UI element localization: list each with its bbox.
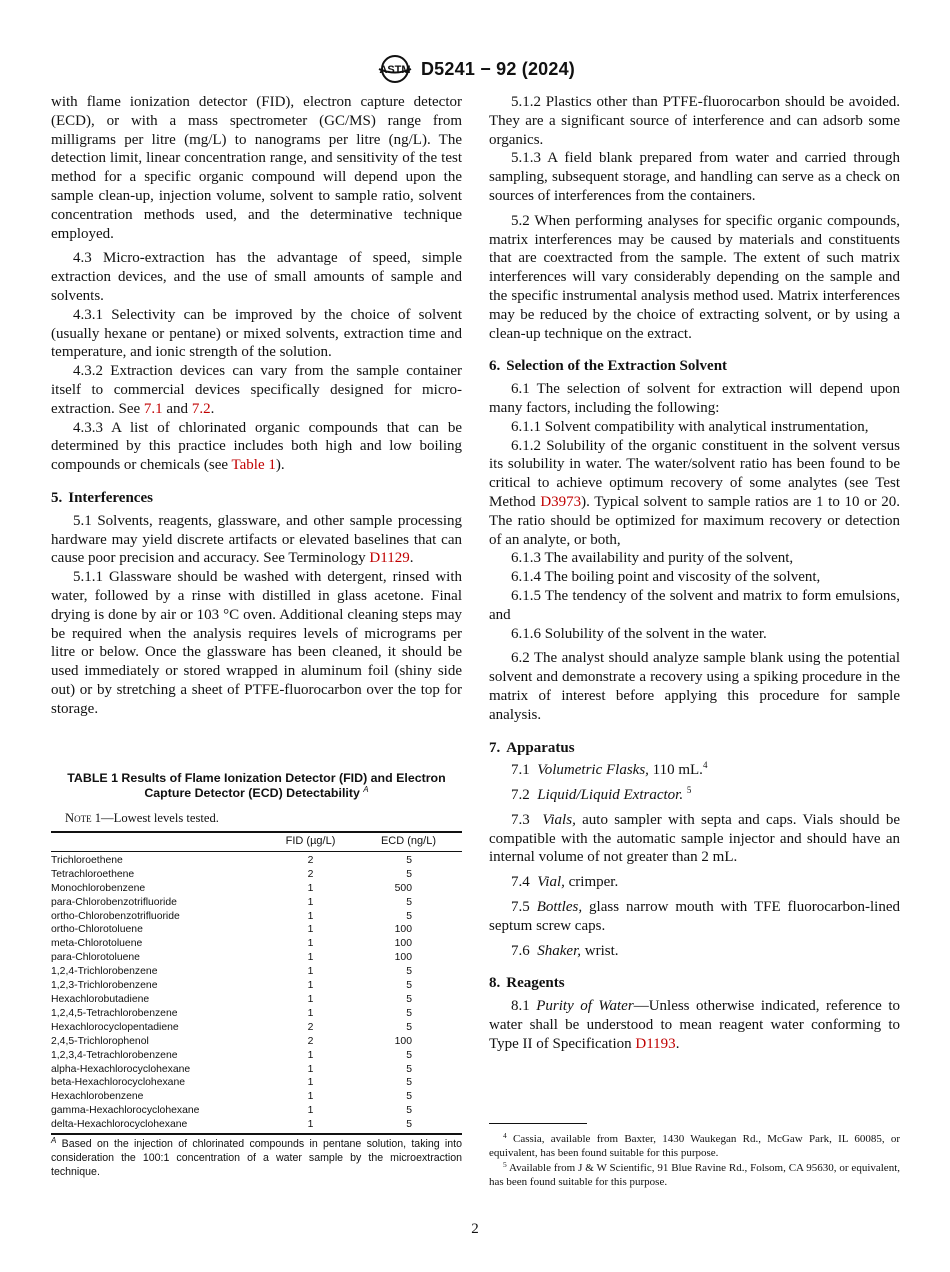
- table-row: ortho-Chlorotoluene 1 100: [51, 924, 412, 936]
- table-row: alpha-Hexachlorocyclohexane 1 5: [51, 1063, 412, 1075]
- paragraph-6-1: 6.1 The selection of solvent for extraction will depend upon many factors, including the following:: [489, 381, 900, 416]
- table-row: meta-Chlorotoluene 1 100: [51, 938, 412, 950]
- link-7-2[interactable]: 7.2: [191, 400, 211, 417]
- table-row: ortho-Chlorobenzotrifluoride 1 5: [51, 910, 412, 922]
- table-title: TABLE 1 Results of Flame Ionization Detector (FID) and Electron Capture Detector (ECD) Detectability $^A$: [67, 771, 446, 800]
- footnote-4: $^4$ Cassia, available from Baxter, 1430 Waukegan Rd., McGaw Park, IL 60085, or equivalent, has been found suitable for this purpose.: [489, 1131, 901, 1160]
- table-row: Hexachlorobenzene 1 5: [51, 1091, 412, 1103]
- page-header: [0, 54, 950, 84]
- link-d3973[interactable]: D3973: [540, 493, 582, 510]
- column-header-compound: [51, 832, 269, 851]
- astm-logo-icon: [375, 54, 415, 84]
- table-row: Monochlorobenzene 1 500: [51, 882, 412, 894]
- table-row: Tetrachloroethene 2 5: [51, 868, 412, 880]
- paragraph-7-4: 7.4 Vial, crimper.: [511, 874, 619, 891]
- paragraph-6-1-1: 6.1.1 Solvent compatibility with analytical instrumentation,: [511, 418, 869, 435]
- page-number: 2: [471, 1221, 479, 1237]
- footnote-divider: [489, 1123, 587, 1124]
- table-row: delta-Hexachlorocyclohexane 1 5: [51, 1118, 462, 1134]
- footnote-ref-5[interactable]: 5: [686, 785, 692, 796]
- table-header-row: [51, 832, 462, 851]
- column-header-fid: FID (µg/L): [269, 832, 352, 851]
- section-heading-8: 8. Reagents: [489, 975, 565, 992]
- table-row: Hexachlorobutadiene 1 5: [51, 993, 412, 1005]
- paragraph-7-2: 7.2 Liquid/Liquid Extractor. $^5$: [511, 785, 692, 804]
- paragraph-7-3: 7.3 Vials, auto sampler with septa and caps. Vials should be compatible with the automatic sample injector and should have an internal volume of not greater than 2 mL.: [489, 811, 900, 866]
- table-row: 1,2,4,5-Tetrachlorobenzene 1 5: [51, 1007, 412, 1019]
- right-column: [489, 93, 900, 1054]
- table-footnote: $^A$ Based on the injection of chlorinated compounds in pentane solution, taking into consideration the 100:1 concentration of a water sample by the microextraction technique.: [51, 1136, 462, 1179]
- paragraph-7-1: 7.1 Volumetric Flasks, 110 mL.$^4$: [511, 760, 708, 779]
- paragraph-6-1-3: 6.1.3 The availability and purity of the solvent,: [511, 550, 794, 567]
- table-row: 1,2,4-Trichlorobenzene 1 5: [51, 966, 412, 978]
- document-id: D5241 − 92 (2024): [420, 58, 575, 79]
- section-heading-7: 7. Apparatus: [489, 739, 575, 756]
- paragraph-5-1-2: 5.1.2 Plastics other than PTFE-fluorocarbon should be avoided. They are a significant source of interference and can adsorb some organics.: [489, 94, 900, 148]
- link-7-1[interactable]: 7.1: [143, 400, 163, 417]
- table-row: Trichloroethene 2 5: [51, 854, 412, 866]
- table-row: gamma-Hexachlorocyclohexane 1 5: [51, 1105, 412, 1117]
- paragraph-6-1-6: 6.1.6 Solubility of the solvent in the water.: [511, 625, 767, 642]
- paragraph-7-6: 7.6 Shaker, wrist.: [511, 942, 619, 959]
- section-heading-6: 6. Selection of the Extraction Solvent: [489, 358, 728, 375]
- table-row: para-Chlorobenzotrifluoride 1 5: [51, 896, 412, 908]
- paragraph-5-2: 5.2 When performing analyses for specific organic compounds, matrix interferences may be caused by materials and constituents that are coextracted from the sample. The extent of such matrix interferences will vary considerably depending on the sample and the specific instrumental analysis method used. Matrix interferences may be reduced by the choice of extracting solvent, or by using a clean-up technique on the extract.: [489, 212, 900, 342]
- detectability-table: [51, 831, 462, 1135]
- column-header-ecd: ECD (ng/L): [352, 832, 462, 851]
- table-1: [51, 771, 462, 1179]
- paragraph-7-5: 7.5 Bottles, glass narrow mouth with TFE fluorocarbon-lined septum screw caps.: [489, 899, 901, 934]
- link-table-1[interactable]: Table 1: [231, 457, 276, 474]
- svg-text:ASTM: ASTM: [379, 64, 411, 76]
- paragraph-5-1: 5.1 Solvents, reagents, glassware, and other sample processing hardware may yield discrete artifacts or elevated baselines that can cause poor precision and accuracy. See Terminology D1129.: [51, 512, 462, 567]
- table-row: para-Chlorotoluene 1 100: [51, 952, 412, 964]
- table-row: 2,4,5-Trichlorophenol 2 100: [51, 1035, 412, 1047]
- section-heading-5: 5. Interferences: [51, 489, 153, 506]
- paragraph-5-1-1: 5.1.1 Glassware should be washed with detergent, rinsed with water, followed by a rinse with distilled in glass acetone. Final drying is done by air or 103 °C oven. Additional cleaning steps may be required when the analysis requires levels of micrograms per litre or below. Once the glassware has been cleaned, it should be used immediately or stored wrapped in aluminum foil (shiny side out) or by stretching a sheet of PTFE-fluorocarbon over the top for storage.: [51, 569, 462, 717]
- table-row: Hexachlorocyclopentadiene 2 5: [51, 1021, 412, 1033]
- table-row: beta-Hexachlorocyclohexane 1 5: [51, 1077, 412, 1089]
- paragraph-4-3-1: 4.3.1 Selectivity can be improved by the choice of solvent (usually hexane or pentane) or mixed solvents, extraction time and temperature, and ionic strength of the solution.: [51, 306, 462, 361]
- paragraph-8-1: 8.1 Purity of Water—Unless otherwise indicated, reference to water shall be understood to mean reagent water conforming to Type II of Specification D1193.: [489, 998, 900, 1052]
- table-row: 1,2,3-Trichlorobenzene 1 5: [51, 980, 412, 992]
- paragraph-6-1-4: 6.1.4 The boiling point and viscosity of the solvent,: [511, 569, 821, 586]
- paragraph-4-3-3: 4.3.3 A list of chlorinated organic compounds that can be determined by this practice includes both high and low boiling compounds or chemicals (see Table 1).: [51, 419, 462, 474]
- table-note: Note 1—Lowest levels tested.: [65, 811, 219, 825]
- left-column: [51, 93, 462, 719]
- footnotes: [489, 1123, 900, 1190]
- paragraph-6-2: 6.2 The analyst should analyze sample blank using the potential solvent and demonstrate a recovery using a spiking procedure in the matrix of interest before applying this procedure for sample analysis.: [489, 650, 900, 723]
- link-d1193[interactable]: D1193: [635, 1035, 676, 1052]
- link-d1129[interactable]: D1129: [369, 550, 410, 567]
- paragraph-4-3: 4.3 Micro-extraction has the advantage of speed, simple extraction devices, and the use of small amounts of sample and solvents.: [51, 250, 462, 304]
- footnote-ref-4[interactable]: 4: [702, 760, 708, 771]
- paragraph-4-3-2: 4.3.2 Extraction devices can vary from the sample container itself to commercial devices specifically designed for micro-extraction. See 7.1 and 7.2.: [51, 363, 462, 417]
- table-row: 1,2,3,4-Tetrachlorobenzene 1 5: [51, 1049, 412, 1061]
- paragraph-5-1-3: 5.1.3 A field blank prepared from water and carried through sampling, subsequent storage, and handling can serve as a check on sources of interferences from the containers.: [489, 150, 900, 204]
- footnote-5: $^5$ Available from J & W Scientific, 91 Blue Ravine Rd., Folsom, CA 95630, or equivalent, has been found suitable for this purpose.: [489, 1159, 900, 1189]
- paragraph-4-2-continued: with flame ionization detector (FID), electron capture detector (ECD), or with a mass spectrometer (GC/MS) range from milligrams per litre (mg/L) to nanograms per litre (ng/L). The detection limit, linear concentration range, and sensitivity of the test method for a specific organic compound will depend upon the sample clean-up, injection volume, solvent to sample ratio, solvent concentration methods used, and the determinative technique employed.: [51, 94, 462, 242]
- paragraph-6-1-5: 6.1.5 The tendency of the solvent and matrix to form emulsions, and: [489, 587, 900, 623]
- paragraph-6-1-2: 6.1.2 Solubility of the organic constituent in the solvent versus its solubility in water. The water/solvent ratio has been found to be critical to achieve optimum recovery of some analytes (see Test Method D3973). Typical solvent to sample ratios are 1 to 10 or 20. The ratio should be optimized for maximum recovery or detection of an analyte, or both,: [489, 437, 900, 548]
